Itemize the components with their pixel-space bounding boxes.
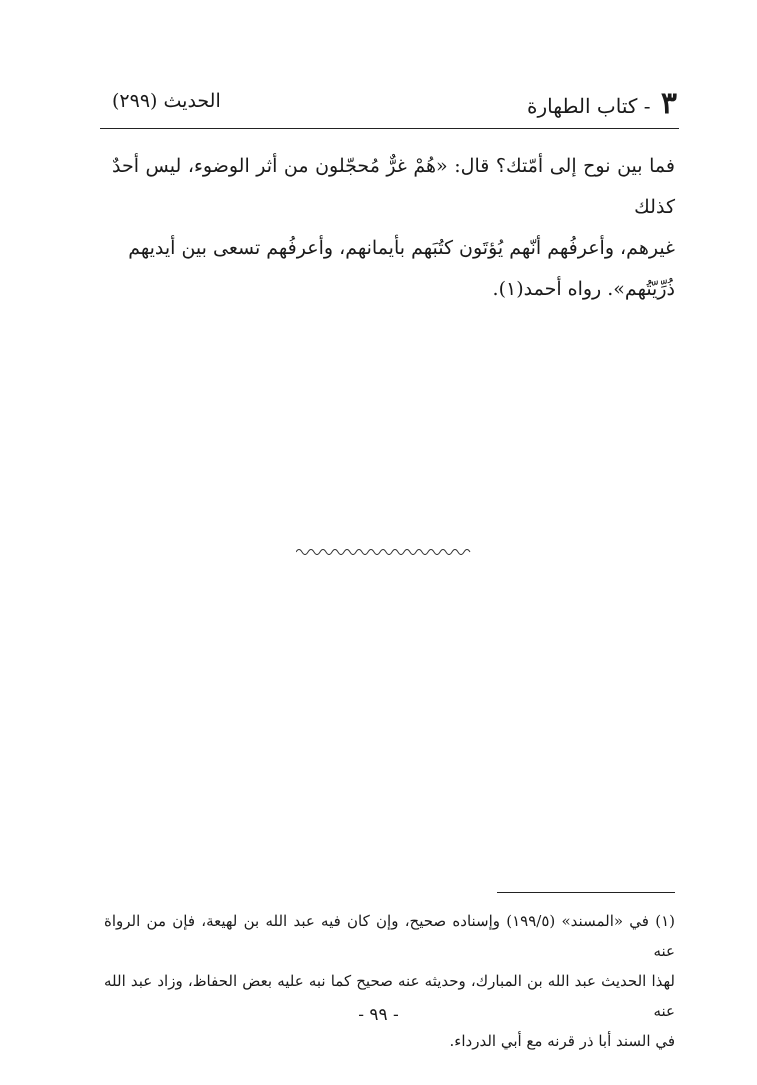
hadith-text xyxy=(112,146,675,310)
footnote-line: في السند أبا ذر قرنه مع أبي الدرداء. xyxy=(449,1032,675,1050)
chapter-title: - كتاب الطهارة xyxy=(527,94,651,118)
footnote-rule xyxy=(497,892,675,893)
footnote-line: لهذا الحديث عبد الله بن المبارك، وحديثه عنه صحيح كما نبه عليه بعض الحفاظ، وزاد عبد الله عنه xyxy=(104,972,675,1020)
header-rule xyxy=(100,128,679,129)
running-title xyxy=(527,86,677,121)
hadith-number-label: الحديث (٢٩٩) xyxy=(112,90,221,112)
hadith-text-line: غيرهم، وأعرفُهم أنّهم يُؤتَون كتُبَهم بأيمانهم، وأعرفُهم تسعى بين أيديهم xyxy=(128,237,675,259)
page-header xyxy=(112,78,677,128)
footnote-line: (١) في «المسند» (١٩٩/٥) وإسناده صحيح، وإن كان فيه عبد الله بن لهيعة، فإن من الرواة عنه xyxy=(104,912,675,960)
wavy-divider xyxy=(296,546,474,558)
hadith-text-line: فما بين نوح إلى أمّتك؟ قال: «هُمْ غرٌّ مُحجّلون من أثر الوضوء، ليس أحدٌ كذلك xyxy=(112,155,675,218)
page-number: - ٩٩ - xyxy=(358,1005,399,1025)
chapter-number: ٣ xyxy=(660,86,677,121)
hadith-text-line: ذُرِّيّتُهم». رواه أحمد(١). xyxy=(492,278,675,300)
footnote xyxy=(104,906,675,1056)
